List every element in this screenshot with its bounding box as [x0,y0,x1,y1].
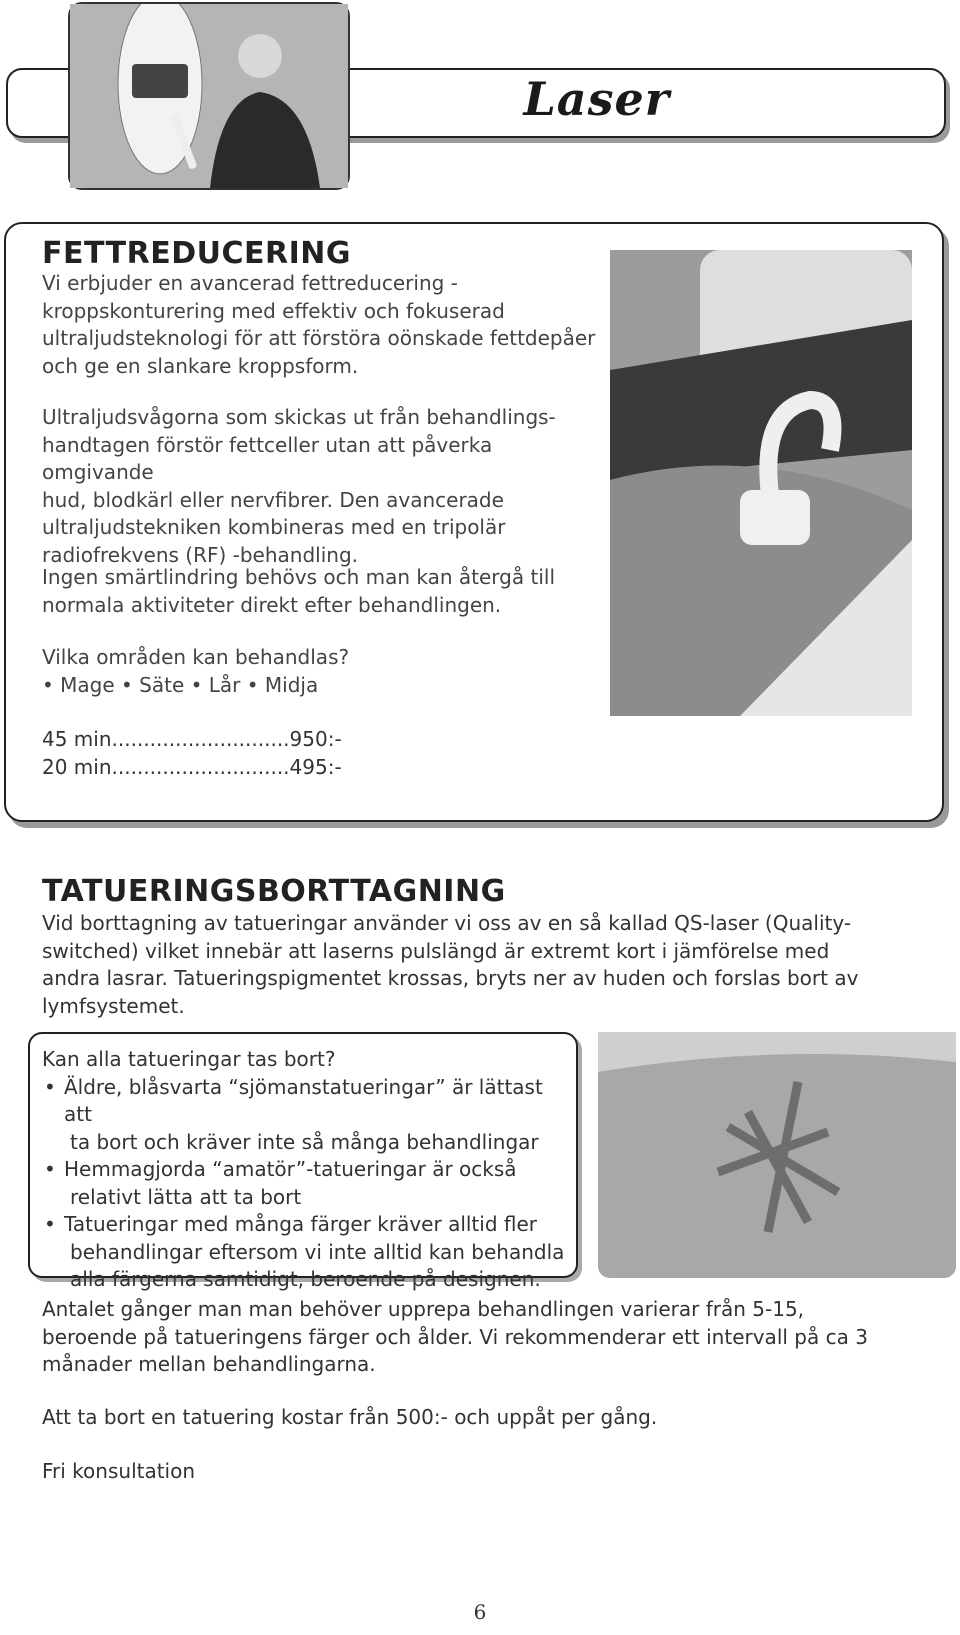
fat-para3-line: normala aktiviteter direkt efter behandlingen. [42,592,502,617]
faq-item-line: • Äldre, blåsvarta “sjömanstatueringar” är lättast att [64,1074,543,1126]
fat-intro-line: ultraljudsteknologi för att förstöra oönskade fettdepåer [42,326,596,350]
faq-item [42,1074,572,1157]
tattoo-intro-line: Vid borttagning av tatueringar använder vi oss av en så kallad QS-laser (Quality- [42,911,852,935]
tattoo-price: Att ta bort en tatuering kostar från 500:- och uppåt per gång. [42,1405,658,1429]
fat-intro-line: Vi erbjuder en avancerad fettreducering - [42,271,458,295]
faq-list [42,1074,572,1294]
treatment-photo-illustration [610,250,912,716]
tattoo-photo [598,1032,956,1278]
faq-question: Kan alla tatueringar tas bort? [42,1047,336,1071]
fat-para3-line: Ingen smärtlindring behövs och man kan återgå till [42,565,555,589]
faq-item [42,1211,572,1294]
tattoo-photo-illustration [598,1032,956,1278]
fat-heading-wrap [42,236,351,271]
faq-item-line: behandlingar eftersom vi inte alltid kan behandla [70,1239,565,1264]
price-leader: ............................ [111,727,290,751]
fat-intro [42,270,602,380]
price-leader: ............................ [111,754,290,779]
staff-photo-illustration [70,4,348,188]
page-title: Laser [523,72,670,126]
price-amount: 950:- [289,727,342,751]
fat-para2-line: Ultraljudsvågorna som skickas ut från behandlings- [42,405,556,429]
tattoo-para2-line: Antalet gånger man man behöver upprepa behandlingen varierar från 5-15, [42,1297,805,1321]
consultation-note: Fri konsultation [42,1459,196,1483]
faq-item-line: • Hemmagjorda “amatör”-tatueringar är också [64,1157,517,1181]
tattoo-para2-line: beroende på tatueringens färger och ålder. Vi rekommenderar ett intervall på ca 3 [42,1324,868,1349]
fat-intro-line: kroppskonturering med effektiv och fokuserad [42,298,505,323]
fat-para3 [42,564,602,619]
fat-para2-line: hud, blodkärl eller nervfibrer. Den avancerade [42,487,504,512]
tattoo-intro-line: switched) vilket innebär att laserns pulslängd är extremt kort i jämförelse med [42,938,830,963]
tattoo-intro-line: andra lasrar. Tatueringspigmentet krossas, bryts ner av huden och forslas bort av [42,966,859,990]
faq-item-line: alla färgerna samtidigt, beroende på designen. [70,1267,541,1291]
faq-item-line: relativt lätta att ta bort [70,1184,302,1209]
areas-list: • Mage • Säte • Lår • Midja [42,672,319,697]
fat-para2 [42,404,602,569]
faq-item-line: ta bort och kräver inte så många behandlingar [70,1129,539,1154]
price-row [42,726,342,754]
faq-item [42,1156,572,1211]
price-duration: 20 min [42,754,112,779]
price-amount: 495:- [289,754,342,779]
staff-photo [68,2,350,190]
fat-para2-line: handtagen förstör fettceller utan att påverka omgivande [42,432,493,484]
tattoo-para2 [42,1296,922,1379]
tattoo-intro [42,910,922,1020]
tattoo-heading: TATUERINGSBORTTAGNING [42,874,506,909]
price-row [42,754,342,782]
tattoo-faq [42,1046,572,1294]
fat-areas [42,644,602,699]
page-number: 6 [473,1600,487,1624]
tattoo-para2-line: månader mellan behandlingarna. [42,1352,376,1376]
tattoo-heading-wrap [42,874,506,909]
fat-price-list [42,726,342,781]
fat-para2-line: radiofrekvens (RF) -behandling. [42,542,358,567]
tattoo-intro-line: lymfsystemet. [42,993,185,1018]
price-duration: 45 min [42,727,112,751]
treatment-photo [610,250,912,716]
fat-heading: FETTREDUCERING [42,236,351,271]
fat-intro-line: och ge en slankare kroppsform. [42,353,359,378]
faq-item-line: • Tatueringar med många färger kräver alltid fler [64,1212,538,1236]
areas-question: Vilka områden kan behandlas? [42,645,350,669]
fat-para2-line: ultraljudstekniken kombineras med en tripolär [42,515,506,539]
